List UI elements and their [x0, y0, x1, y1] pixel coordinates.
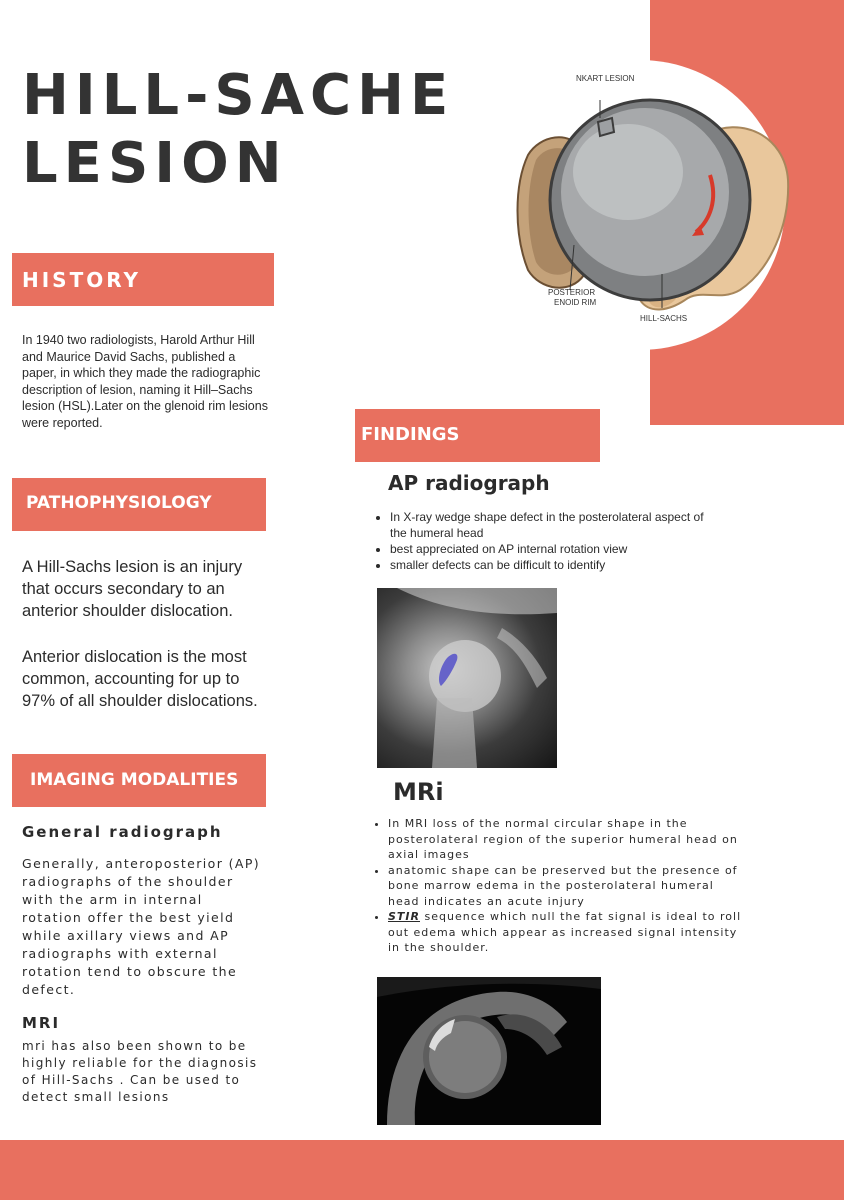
pathophysiology-heading: PATHOPHYSIOLOGY — [26, 493, 212, 513]
history-heading: HISTORY — [22, 268, 142, 292]
findings-header — [355, 409, 600, 462]
findings-heading: FINDINGS — [361, 424, 460, 445]
general-radiograph-text: Generally, anteroposterior (AP) radiographs of the shoulder with the arm in internal rotation offer the best yield while axillary views and AP radiographs with external rotation tend to obscure the defect. — [22, 856, 261, 997]
imaging-heading: IMAGING MODALITIES — [30, 770, 239, 790]
ap-bullet-2: • best appreciated on AP internal rotation view — [390, 541, 720, 557]
label-hill-sachs: HILL-SACHS — [640, 314, 688, 323]
label-posterior-glenoid-2: ENOID RIM — [554, 298, 597, 307]
footer-band — [0, 1140, 844, 1200]
pathophysiology-para-2: Anterior dislocation is the most common, accounting for up to 97% of all shoulder dislocations. — [22, 648, 258, 710]
ap-radiograph-title: AP radiograph — [388, 471, 550, 495]
mri-bullets — [372, 816, 748, 956]
ap-radiograph-bullets — [374, 509, 720, 573]
page-title — [22, 62, 454, 198]
shoulder-illustration — [500, 60, 790, 400]
shoulder-diagram-graphic — [500, 60, 790, 400]
mri-title-right: MRi — [393, 778, 444, 806]
mri-bullet-3 — [388, 909, 748, 956]
stir-term: STIR — [388, 910, 420, 923]
title-line-2: LESION — [22, 131, 288, 196]
general-radiograph-title: General radiograph — [22, 823, 223, 841]
label-bankart: NKART LESION — [576, 74, 635, 83]
ap-bullet-3: • smaller defects can be difficult to identify — [390, 557, 720, 573]
label-posterior-glenoid-1: POSTERIOR — [548, 288, 596, 297]
mri-image — [377, 977, 601, 1125]
imaging-header — [12, 754, 266, 807]
title-line-1: HILL-SACHE — [22, 63, 455, 128]
ap-bullet-1: • In X-ray wedge shape defect in the posterolateral aspect of the humeral head — [390, 509, 720, 541]
xray-graphic — [377, 588, 557, 768]
mri-graphic — [377, 977, 601, 1125]
mri-bullet-3-text: sequence which null the fat signal is ideal to roll out edema which appear as increased signal intensity in the shoulder. — [388, 910, 742, 954]
pathophysiology-para-1: A Hill-Sachs lesion is an injury that occurs secondary to an anterior shoulder dislocation. — [22, 558, 243, 620]
mri-bullet-2: • anatomic shape can be preserved but the presence of bone marrow edema in the posterolateral humeral head indicates an acute injury — [388, 863, 748, 910]
mri-text-left: mri has also been shown to be highly reliable for the diagnosis of Hill-Sachs . Can be used to detect small lesions — [22, 1039, 258, 1104]
pathophysiology-header — [12, 478, 266, 531]
ap-xray-image — [377, 588, 557, 768]
history-header — [12, 253, 274, 306]
history-text: In 1940 two radiologists, Harold Arthur Hill and Maurice David Sachs, published a paper, in which they made the radiographic description of lesion, naming it Hill–Sachs lesion (HSL).Later on the glenoid rim lesions were reported. — [22, 333, 268, 430]
mri-bullet-1: • In MRI loss of the normal circular shape in the posterolateral region of the superior humeral head on axial images — [388, 816, 748, 863]
mri-title-left: MRI — [22, 1014, 61, 1032]
